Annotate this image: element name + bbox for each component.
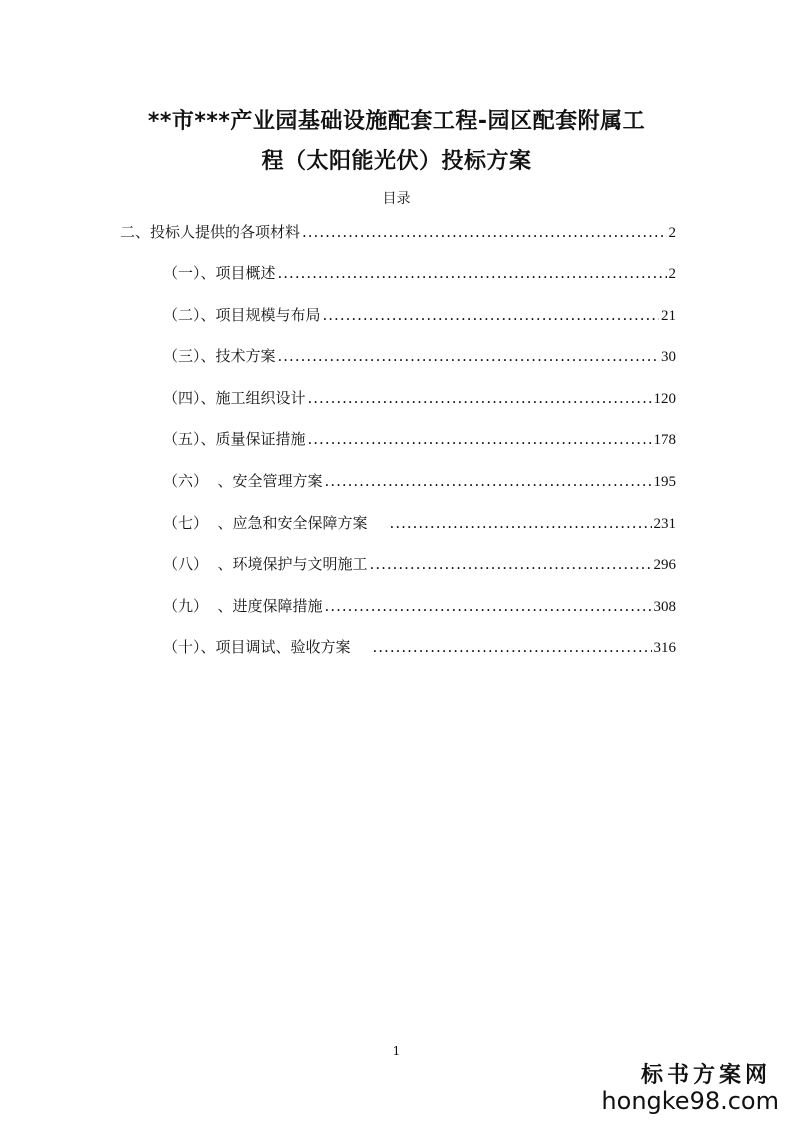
toc-leader-dots <box>278 345 659 367</box>
toc-leader-dots <box>390 512 652 534</box>
toc-leader-dots <box>373 636 652 658</box>
toc-leader-dots <box>278 262 667 284</box>
toc-entry-page: 195 <box>653 474 676 490</box>
toc-entry-page: 308 <box>653 599 676 615</box>
toc-entry-page: 21 <box>661 308 676 324</box>
toc-leader-dots <box>323 304 659 326</box>
toc-leader-dots <box>302 221 666 243</box>
toc-leader-dots <box>370 553 652 575</box>
toc-entry[interactable] <box>163 470 676 492</box>
toc-entry[interactable] <box>163 553 676 575</box>
toc-entry-label: （六） 、安全管理方案 <box>163 472 323 490</box>
toc-entry[interactable] <box>163 595 676 617</box>
toc-entry[interactable] <box>163 512 676 534</box>
toc-entry-page: 231 <box>653 516 676 532</box>
toc-entry-page: 120 <box>653 391 676 407</box>
toc-entry[interactable] <box>163 345 676 367</box>
toc-entry-label: （四）、施工组织设计 <box>163 389 306 407</box>
toc-entry[interactable] <box>163 262 676 284</box>
toc-leader-dots <box>325 470 652 492</box>
toc-entry-label: （七） 、应急和安全保障方案 <box>163 514 368 532</box>
toc-entry[interactable] <box>163 636 676 658</box>
toc-entry-page: 296 <box>653 557 676 573</box>
watermark <box>601 1063 779 1114</box>
toc-entry-label: （一）、项目概述 <box>163 264 276 282</box>
toc-leader-dots <box>308 387 652 409</box>
toc-entry-page: 316 <box>653 640 676 656</box>
toc-entry-label: （八） 、环境保护与文明施工 <box>163 555 368 573</box>
toc-entry-label: （十）、项目调试、验收方案 <box>163 638 351 656</box>
toc-entry-label: 二、投标人提供的各项材料 <box>120 223 301 241</box>
toc-entry-label: （三）、技术方案 <box>163 347 276 365</box>
toc-entry[interactable] <box>163 387 676 409</box>
toc-leader-dots <box>308 428 652 450</box>
toc-heading: 目录 <box>382 191 411 207</box>
toc-entry-page: 178 <box>653 432 676 448</box>
toc-entry[interactable] <box>120 221 676 243</box>
document-title-line-1: **市***产业园基础设施配套工程-园区配套附属工 <box>147 109 646 134</box>
toc-leader-dots <box>325 595 652 617</box>
toc-entry[interactable] <box>163 304 676 326</box>
watermark-site-name: 标书方案网 <box>640 1062 771 1089</box>
toc-entry-label: （五）、质量保证措施 <box>163 430 306 448</box>
toc-entry-label: （九） 、进度保障措施 <box>163 597 323 615</box>
toc-entry-page: 2 <box>668 266 676 282</box>
document-title-line-2: 程（太阳能光伏）投标方案 <box>261 149 532 174</box>
toc-entry-label: （二）、项目规模与布局 <box>163 306 321 324</box>
toc-entry[interactable] <box>163 428 676 450</box>
toc-entry-page: 2 <box>668 225 676 241</box>
page-number: 1 <box>392 1044 401 1058</box>
toc-entry-page: 30 <box>661 349 676 365</box>
watermark-url: hongke98.com <box>601 1086 779 1115</box>
